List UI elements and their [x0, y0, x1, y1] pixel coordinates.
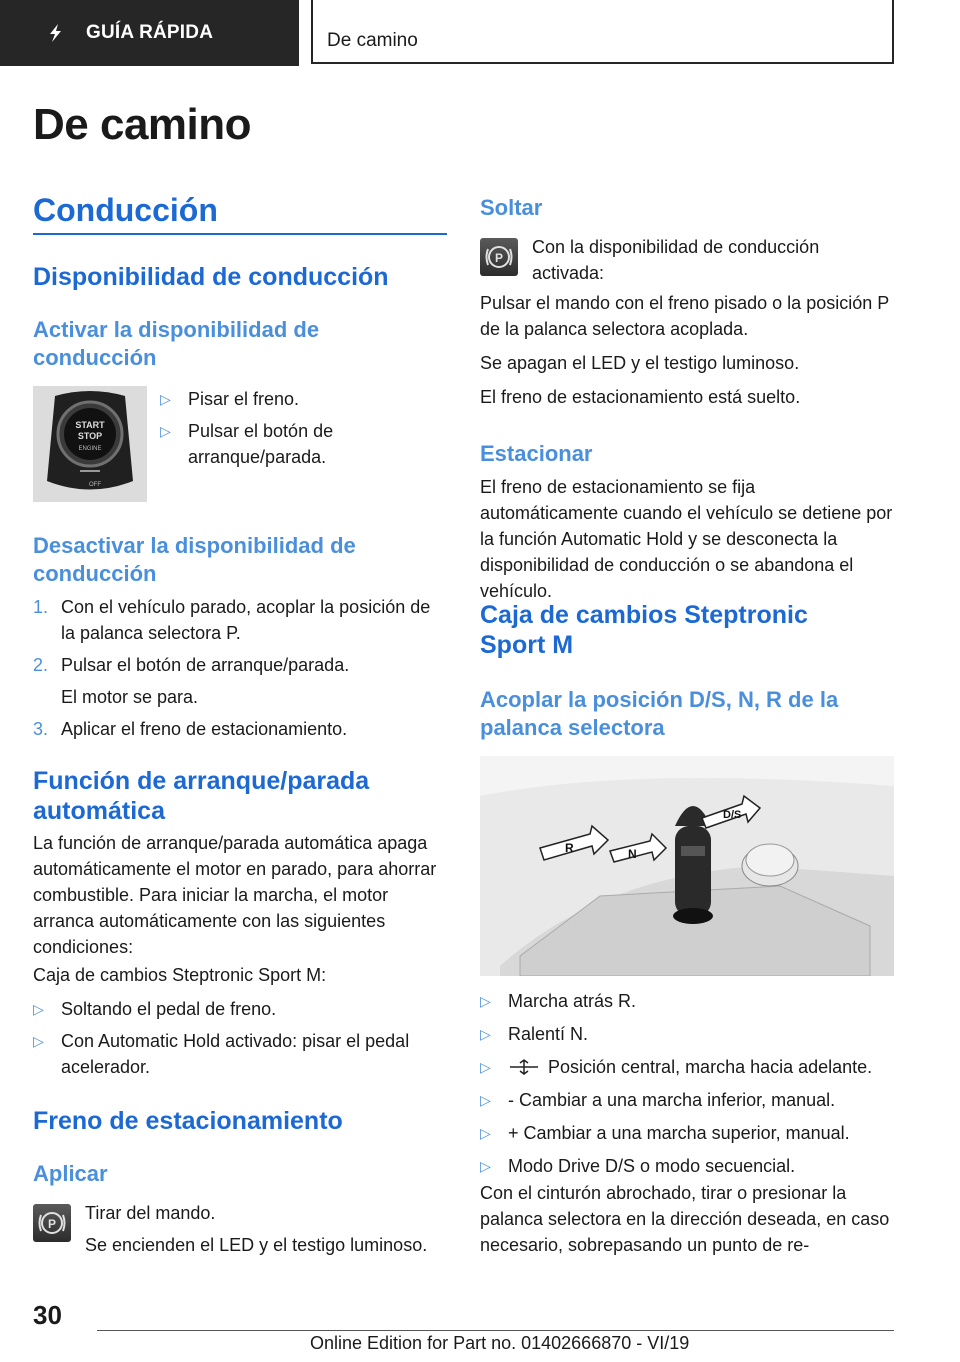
heading-caja: Caja de cambios Steptronic Sport M [480, 601, 808, 659]
svg-text:P: P [494, 251, 504, 265]
svg-text:P: P [47, 1217, 57, 1231]
list-item: ▷ Soltando el pedal de freno. [33, 999, 277, 1019]
list-item: ▷ Ralentí N. [480, 1024, 589, 1044]
funcion-text: La función de arranque/parada automática apaga automáticamente el motor en parado, para ahorrar combustible. Para iniciar la marcha, el motor arranca automáticamente con las siguientes condiciones: [33, 833, 437, 957]
gear-selector-image [480, 756, 894, 976]
footer-rule [97, 1330, 894, 1331]
list-item: ▷ + Cambiar a una marcha superior, manual. [480, 1123, 850, 1143]
aplicar-text: Tirar del mando. Se encienden el LED y el testigo luminoso. [85, 1203, 428, 1255]
gear-label-n: N [628, 847, 637, 861]
list-item: 3. Aplicar el freno de estacionamiento. [33, 719, 348, 739]
engine-label: ENGINE [78, 446, 102, 452]
funcion-caja: Caja de cambios Steptronic Sport M: [33, 965, 327, 985]
chapter-label: De camino [327, 30, 418, 51]
heading-activar: Activar la disponibilidad de conducción [33, 317, 320, 370]
soltar-paragraphs: Pulsar el mando con el freno pisado o la posición P de la palanca selectora acoplada. Se apagan el LED y el testigo luminoso. El freno de estacionamiento está suelto. [480, 293, 889, 407]
list-item: 1. Con el vehículo parado, acoplar la posición de la palanca selectora P. [33, 597, 431, 643]
list-item: 2. Pulsar el botón de arranque/parada. [33, 655, 350, 675]
heading-conduccion: Conducción [33, 192, 218, 228]
section-tab [0, 0, 299, 66]
list-item: ▷ Posición central, marcha hacia adelante. [480, 1057, 873, 1077]
gear-label-ds: D/S [723, 809, 742, 821]
funcion-list [33, 996, 447, 1080]
off-label: OFF [89, 482, 101, 488]
start-stop-button-image [33, 386, 147, 502]
footer-text: Online Edition for Part no. 01402666870 - VI/19 [310, 1333, 690, 1353]
gear-center-icon [508, 1058, 540, 1076]
gear-label-r: R [565, 841, 574, 855]
heading-freno: Freno de estacionamiento [33, 1107, 343, 1135]
heading-desactivar: Desactivar la disponibilidad de conducción [33, 533, 356, 586]
estacionar-text: El freno de estacionamiento se fija automáticamente cuando el vehículo se detiene por la función Automatic Hold y se desconecta la disponibilidad de conducción o se abandona el vehículo. [480, 477, 893, 601]
list-item: El motor se para. [61, 687, 199, 707]
page-title: De camino [33, 100, 252, 149]
list-item: ▷ Pisar el freno. [160, 389, 300, 409]
start-label: START [75, 420, 105, 430]
heading-disponibilidad: Disponibilidad de conducción [33, 263, 389, 291]
list-item: ▷ Marcha atrás R. [480, 991, 637, 1011]
heading-aplicar: Aplicar [33, 1161, 108, 1186]
list-item: ▷ Modo Drive D/S o modo secuencial. [480, 1156, 796, 1176]
parking-brake-icon [480, 238, 518, 276]
soltar-intro: Con la disponibilidad de conducción activada: [532, 237, 820, 283]
lightning-icon [44, 22, 66, 44]
start-stop-button-drawing [33, 386, 147, 502]
list-item: ▷ Con Automatic Hold activado: pisar el pedal acelerador. [33, 1031, 410, 1077]
heading-estacionar: Estacionar [480, 441, 593, 466]
heading-funcion: Función de arranque/parada automática [33, 767, 370, 825]
desactivar-steps [33, 594, 447, 742]
activar-list [160, 386, 447, 470]
page-number: 30 [33, 1300, 62, 1330]
gear-selector-drawing [480, 756, 894, 976]
list-item: ▷ Pulsar el botón de arranque/parada. [160, 421, 334, 467]
parking-brake-icon [33, 1204, 71, 1242]
heading-acoplar: Acoplar la posición D/S, N, R de la palanca selectora [480, 687, 839, 740]
final-text: Con el cinturón abrochado, tirar o presionar la palanca selectora en la dirección deseada, en caso necesario, sobrepasando un punto de re- [480, 1183, 890, 1255]
stop-label: STOP [77, 431, 103, 441]
heading-soltar: Soltar [480, 195, 543, 220]
section-label: GUÍA RÁPIDA [86, 22, 214, 43]
heading-rule [33, 233, 447, 235]
gear-list [480, 988, 894, 1179]
list-item: ▷ - Cambiar a una marcha inferior, manual. [480, 1090, 836, 1110]
chapter-tab [311, 0, 894, 64]
